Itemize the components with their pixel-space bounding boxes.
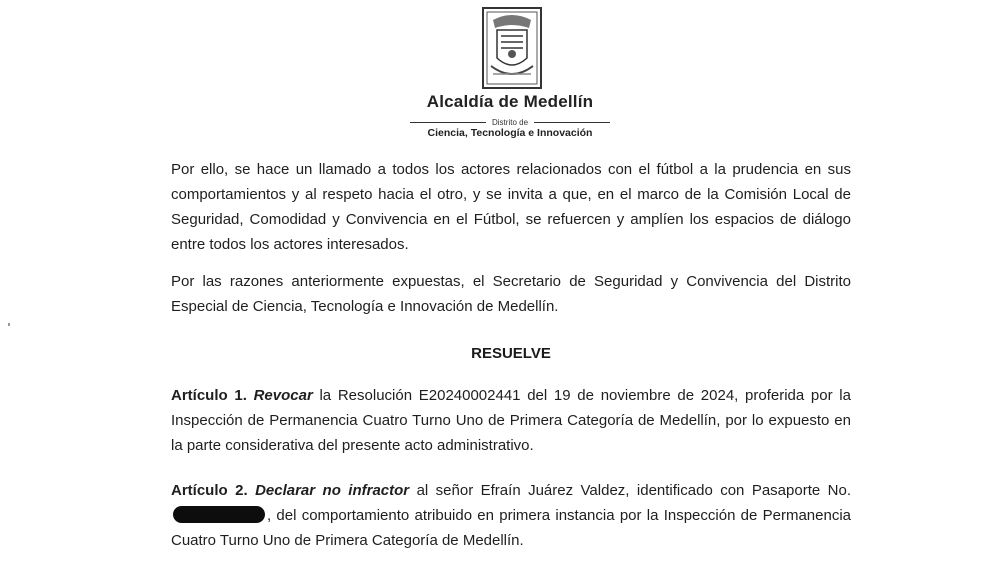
articulo-2-verb: Declarar no infractor bbox=[255, 482, 410, 499]
articulo-1 bbox=[171, 383, 851, 458]
district-name: Ciencia, Tecnología e Innovación bbox=[427, 127, 593, 139]
articulo-1-text: la Resolución E20240002441 del 19 de noviembre de 2024, proferida por la Inspección de Permanencia Cuatro Turno Uno de Primera Categoría de Medellín, por lo expuesto en la parte considerativa del presente acto administrativo. bbox=[171, 387, 851, 454]
articulo-1-label: Artículo 1. bbox=[171, 387, 247, 404]
org-name: Alcaldía de Medellín bbox=[426, 92, 594, 111]
articulo-2-label: Artículo 2. bbox=[171, 482, 248, 499]
redaction-bar bbox=[173, 506, 265, 523]
articulo-2-text-before: al señor Efraín Juárez Valdez, identificado con Pasaporte No. bbox=[409, 482, 851, 499]
divider-rule-right bbox=[534, 122, 610, 123]
articulo-2-text-after: , del comportamiento atribuido en primera instancia por la Inspección de Permanencia Cuatro Turno Uno de Primera Categoría de Medellín. bbox=[171, 507, 851, 549]
paragraph-2: Por las razones anteriormente expuestas, el Secretario de Seguridad y Convivencia del Distrito Especial de Ciencia, Tecnología e Innovación de Medellín. bbox=[171, 273, 851, 315]
district-label: Distrito de bbox=[492, 117, 529, 127]
paragraph-1: Por ello, se hace un llamado a todos los actores relacionados con el fútbol a la prudencia en sus comportamientos y al respeto hacia el otro, y se invita a que, en el marco de la Comisión Local de Seguridad, Comodidad y Convivencia en el Fútbol, se refuercen y amplíen los espacios de diálogo entre todos los actores interesados. bbox=[171, 161, 851, 253]
coat-of-arms-icon bbox=[481, 6, 543, 90]
margin-mark bbox=[8, 323, 10, 326]
articulo-2 bbox=[171, 478, 851, 553]
resuelve-heading: RESUELVE bbox=[471, 345, 551, 362]
divider-rule-left bbox=[410, 122, 486, 123]
articulo-1-verb: Revocar bbox=[253, 387, 313, 404]
